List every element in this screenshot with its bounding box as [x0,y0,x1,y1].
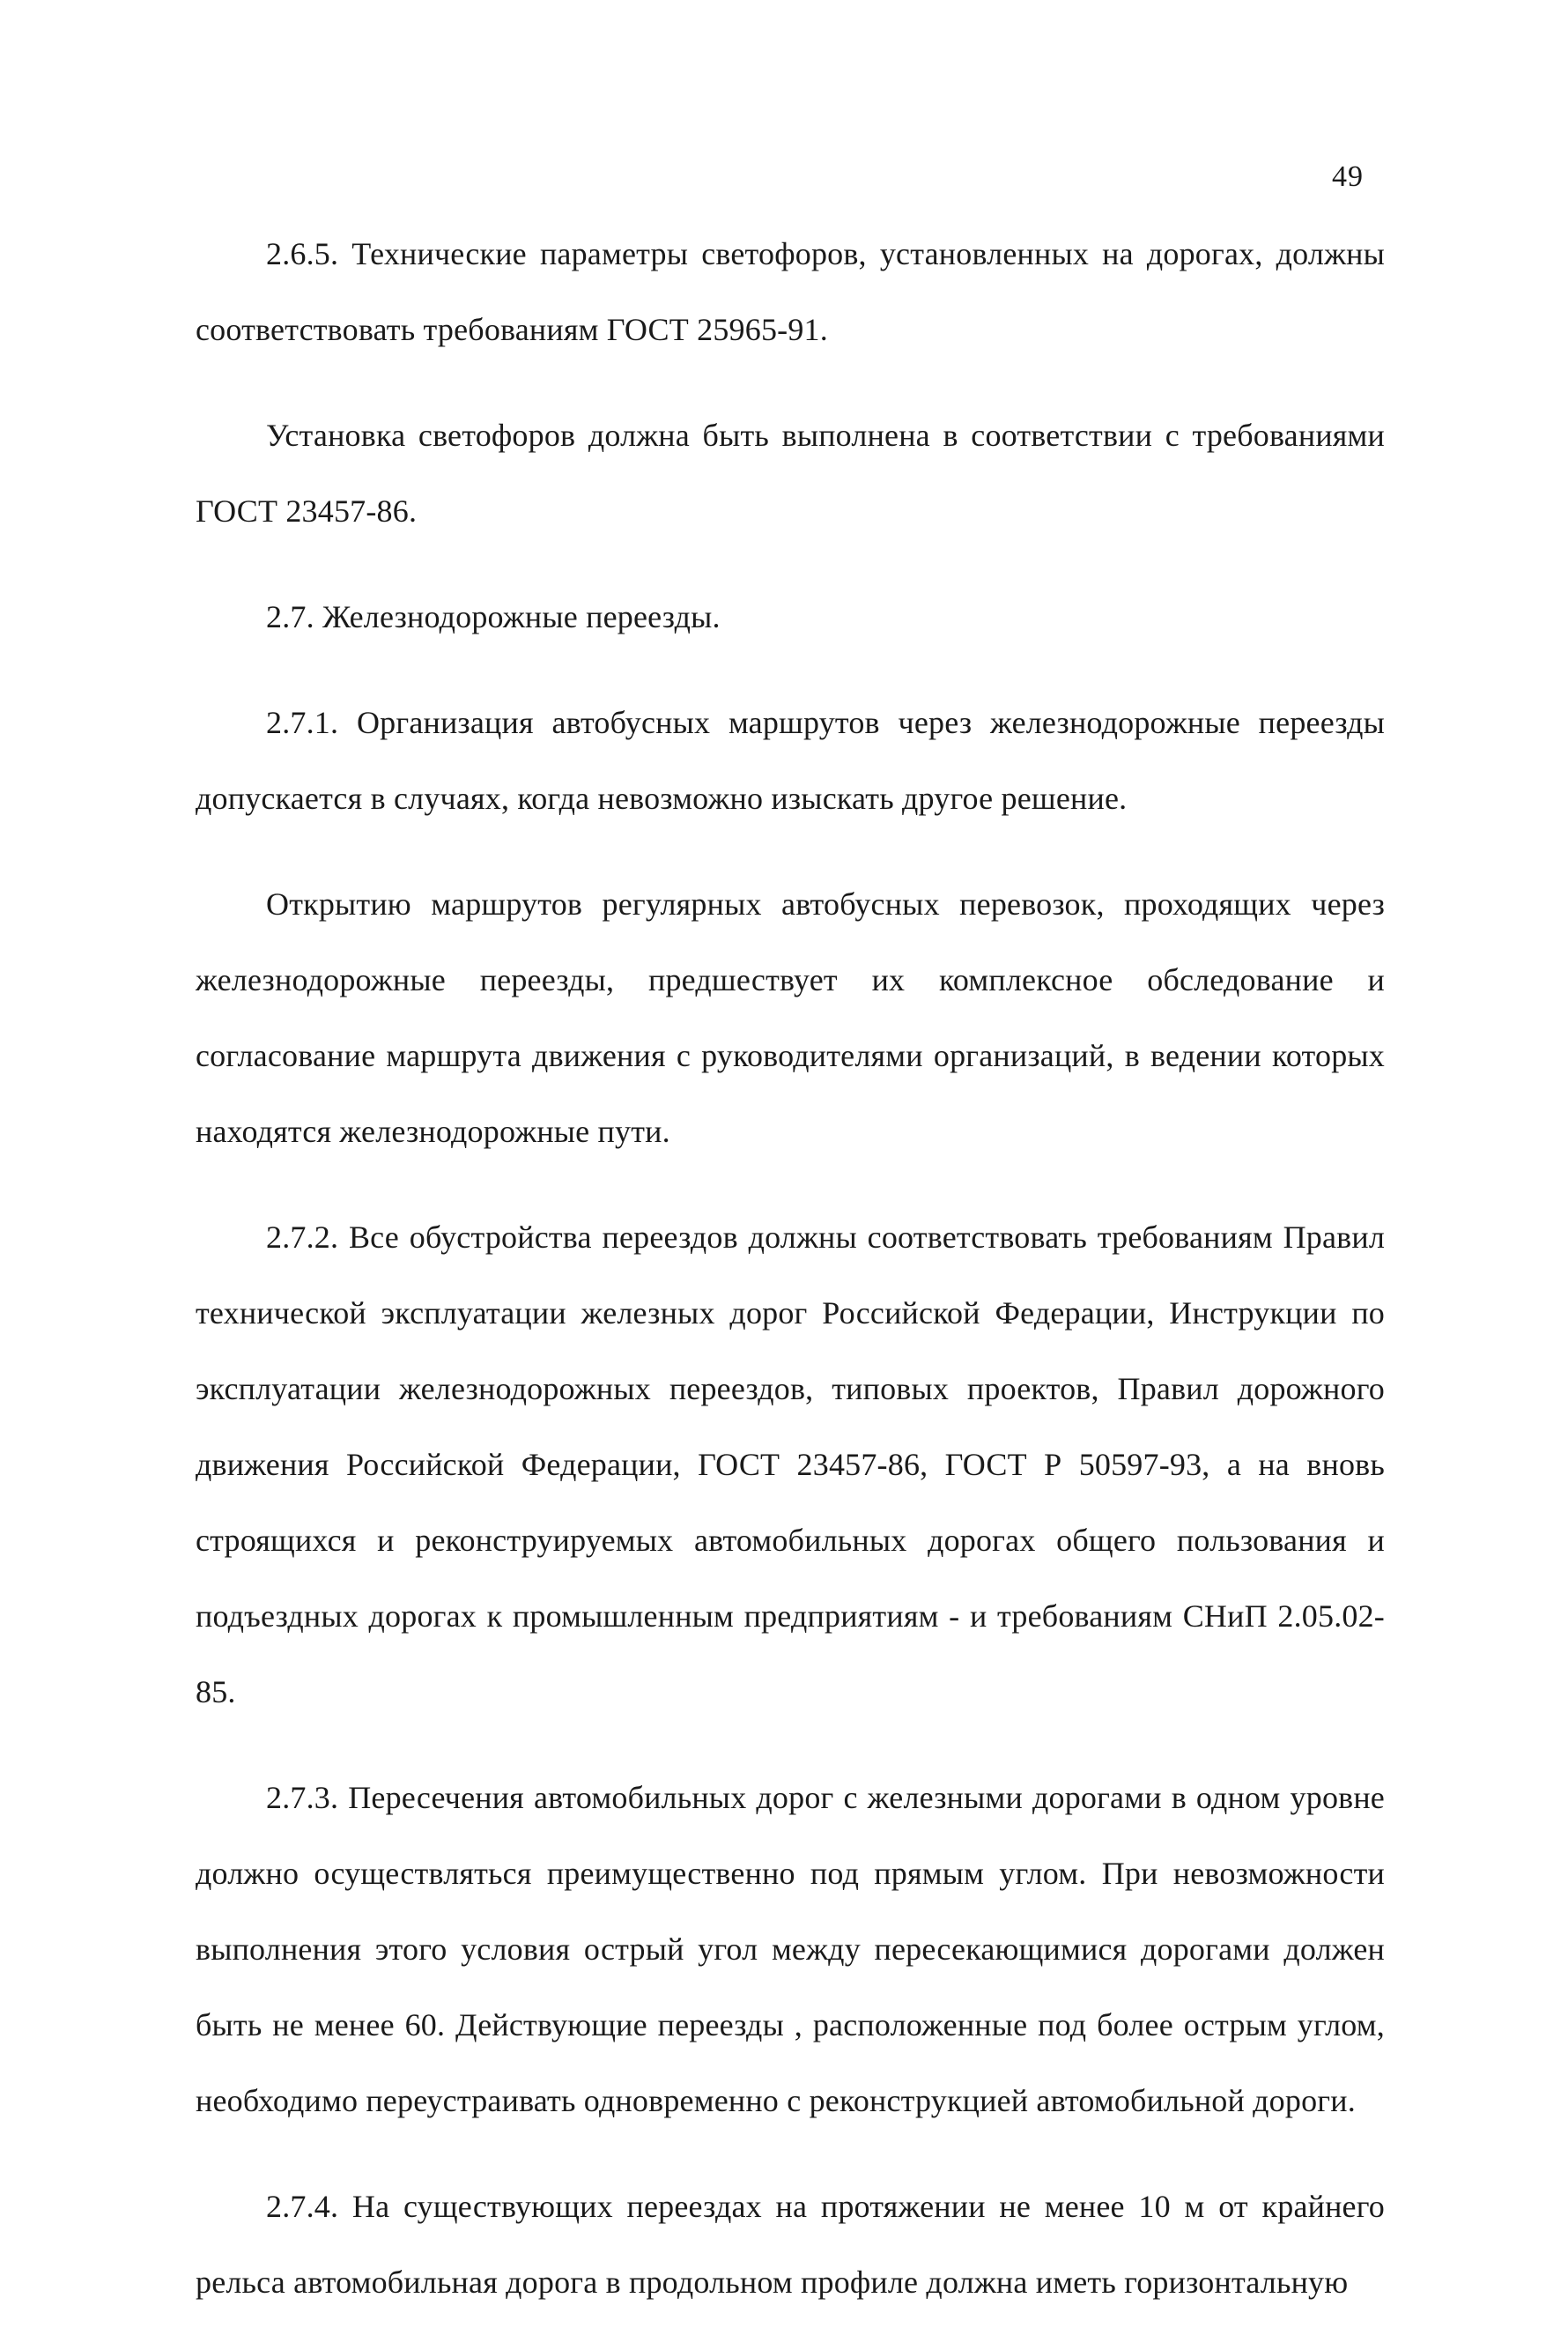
page-number: 49 [1332,160,1364,193]
paragraph-2-7-1: 2.7.1. Организация автобусных маршрутов через железнодорожные переезды допускается в случаях, когда невозможно изыскать другое решение. [196,705,1385,816]
paragraph-2-6-5-traffic-light-installation: Установка светофоров должна быть выполнена в соответствии с требованиями ГОСТ 23457-86. [196,418,1385,529]
section-heading-2-7: 2.7. Железнодорожные переезды. [266,599,721,634]
paragraph-2-6-5: 2.6.5. Технические параметры светофоров, установленных на дорогах, должны соответствовать требованиям ГОСТ 25965-91. [196,236,1385,347]
paragraph-2-7-3: 2.7.3. Пересечения автомобильных дорог с железными дорогами в одном уровне должно осуществляться преимущественно под прямым углом. При невозможности выполнения этого условия острый угол между пересекающимися дорогами должен быть не менее 60. Действующие переезды , расположенные под более острым углом, необходимо переустраивать одновременно с реконструкцией автомобильной дороги. [196,1780,1385,2118]
text-body [196,216,1385,2350]
paragraph-2-7-4: 2.7.4. На существующих переездах на протяжении не менее 10 м от крайнего рельса автомобильная дорога в продольном профиле должна иметь горизонтальную [196,2189,1385,2300]
paragraph-2-7-1-route-inspection: Открытию маршрутов регулярных автобусных перевозок, проходящих через железнодорожные переезды, предшествует их комплексное обследование и согласование маршрута движения с руководителями организаций, в ведении которых находятся железнодорожные пути. [196,886,1385,1149]
paragraph-2-7-2: 2.7.2. Все обустройства переездов должны соответствовать требованиям Правил технической эксплуатации железных дорог Российской Федерации, Инструкции по эксплуатации железнодорожных переездов, типовых проектов, Правил дорожного движения Российской Федерации, ГОСТ 23457-86, ГОСТ Р 50597-93, а на вновь строящихся и реконструируемых автомобильных дорогах общего пользования и подъездных дорогах к промышленным предприятиям - и требованиям СНиП 2.05.02-85. [196,1219,1385,1709]
